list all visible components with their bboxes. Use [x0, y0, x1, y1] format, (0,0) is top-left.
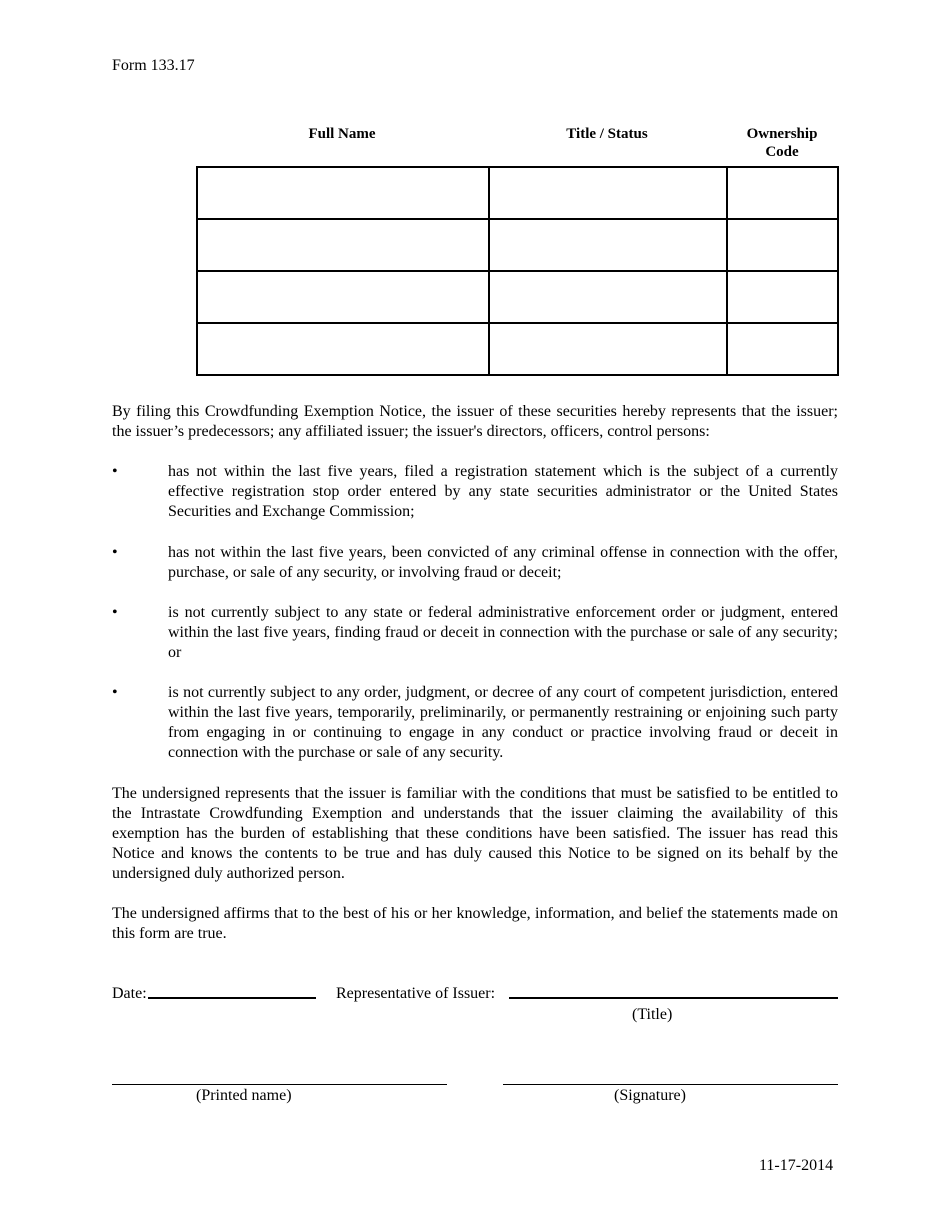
header-ownership-code — [726, 125, 838, 161]
printed-name-caption: (Printed name) — [196, 1087, 292, 1104]
header-title-status: Title / Status — [566, 126, 648, 142]
bullet-marker: • — [112, 463, 118, 480]
ownership-table — [196, 166, 839, 376]
form-number: Form 133.17 — [112, 57, 195, 74]
title-status-cell[interactable] — [489, 323, 727, 375]
representation-paragraph: The undersigned represents that the issuer is familiar with the conditions that must be satisfied to be entitled to the Intrastate Crowdfunding Exemption and understands that the issuer claiming the availability of this exemption has the burden of establishing that these conditions have been satisfied. The issuer has read this Notice and knows the contents to be true and has duly caused this Notice to be signed on its behalf by the undersigned duly authorized person. — [112, 785, 838, 882]
date-field-line[interactable] — [148, 997, 316, 999]
bullet-marker: • — [112, 684, 118, 701]
intro-paragraph: By filing this Crowdfunding Exemption Notice, the issuer of these securities hereby represents that the issuer; the issuer’s predecessors; any affiliated issuer; the issuer's directors, officers, control persons: — [112, 403, 838, 440]
bullet-marker: • — [112, 604, 118, 621]
signature-caption: (Signature) — [614, 1087, 686, 1104]
ownership-code-cell[interactable] — [727, 167, 838, 219]
bullet-item: is not currently subject to any order, judgment, or decree of any court of competent jurisdiction, entered within the last five years, temporarily, preliminarily, or permanently restraining or enjoining such party from engaging in or continuing to engage in any conduct or practice involving fraud or deceit in connection with the purchase or sale of any security. — [168, 684, 838, 761]
ownership-code-cell[interactable] — [727, 271, 838, 323]
representative-label: Representative of Issuer: — [336, 985, 496, 1002]
bullet-marker: • — [112, 544, 118, 561]
table-row — [197, 323, 838, 375]
signature-line[interactable] — [503, 1084, 838, 1085]
table-row — [197, 219, 838, 271]
full-name-cell[interactable] — [197, 167, 489, 219]
header-ownership-line1: Ownership — [746, 126, 818, 142]
bullet-item: has not within the last five years, filed a registration statement which is the subject of a currently effective registration stop order entered by any state securities administrator or the United States Securities and Exchange Commission; — [168, 463, 838, 520]
title-status-cell[interactable] — [489, 271, 727, 323]
title-status-cell[interactable] — [489, 219, 727, 271]
full-name-cell[interactable] — [197, 219, 489, 271]
full-name-cell[interactable] — [197, 271, 489, 323]
title-caption: (Title) — [632, 1006, 673, 1023]
header-full-name: Full Name — [308, 126, 376, 142]
bullet-item: is not currently subject to any state or federal administrative enforcement order or judgment, entered within the last five years, finding fraud or deceit in connection with the purchase or sale of any security; or — [168, 604, 838, 661]
header-ownership-line2: Code — [765, 144, 799, 160]
date-label: Date: — [112, 985, 147, 1002]
full-name-cell[interactable] — [197, 323, 489, 375]
representative-title-line[interactable] — [509, 997, 838, 999]
table-row — [197, 167, 838, 219]
table-row — [197, 271, 838, 323]
bullet-item: has not within the last five years, been convicted of any criminal offense in connection with the offer, purchase, or sale of any security, or involving fraud or deceit; — [168, 544, 838, 581]
ownership-code-cell[interactable] — [727, 323, 838, 375]
affirmation-paragraph: The undersigned affirms that to the best of his or her knowledge, information, and belief the statements made on this form are true. — [112, 905, 838, 942]
ownership-code-cell[interactable] — [727, 219, 838, 271]
footer-date: 11-17-2014 — [759, 1157, 834, 1174]
printed-name-line[interactable] — [112, 1084, 447, 1085]
title-status-cell[interactable] — [489, 167, 727, 219]
